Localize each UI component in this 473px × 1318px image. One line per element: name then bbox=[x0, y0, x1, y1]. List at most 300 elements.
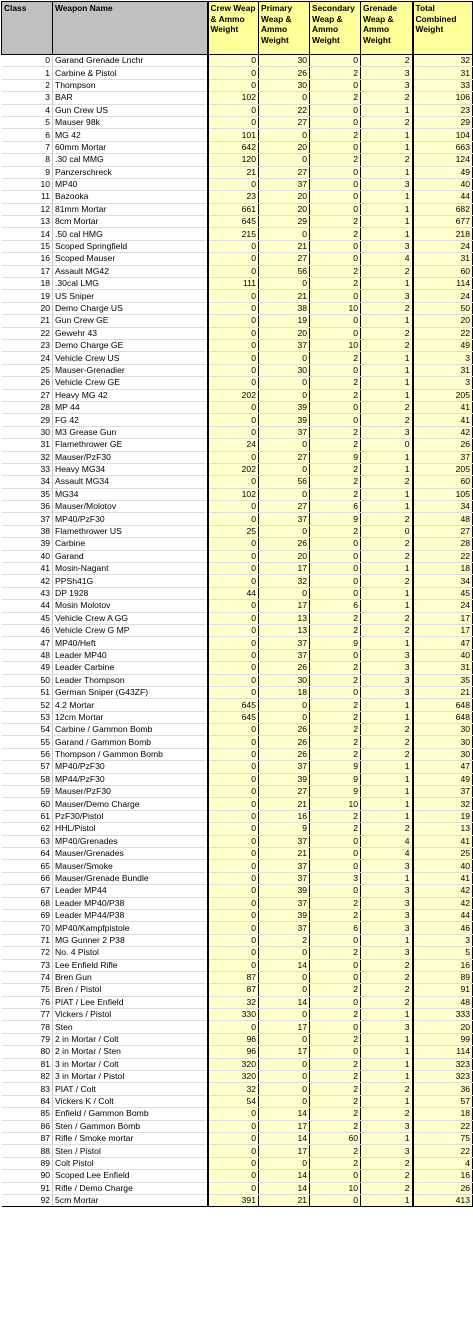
total-weight-cell[interactable]: 4 bbox=[413, 1157, 473, 1169]
crew-weight-cell[interactable]: 0 bbox=[208, 662, 259, 674]
primary-weight-cell[interactable]: 0 bbox=[259, 984, 310, 996]
secondary-weight-cell[interactable]: 9 bbox=[310, 786, 361, 798]
class-cell[interactable]: 68 bbox=[2, 897, 53, 909]
grenade-weight-cell[interactable]: 3 bbox=[361, 1021, 413, 1033]
weapon-name-cell[interactable]: MP44/PzF30 bbox=[53, 773, 208, 785]
grenade-weight-cell[interactable]: 3 bbox=[361, 649, 413, 661]
secondary-weight-cell[interactable]: 0 bbox=[310, 191, 361, 203]
weapon-name-cell[interactable]: Vehicle Crew US bbox=[53, 352, 208, 364]
secondary-weight-cell[interactable]: 2 bbox=[310, 724, 361, 736]
crew-weight-cell[interactable]: 645 bbox=[208, 699, 259, 711]
secondary-weight-cell[interactable]: 2 bbox=[310, 897, 361, 909]
crew-weight-cell[interactable]: 0 bbox=[208, 761, 259, 773]
grenade-weight-cell[interactable]: 4 bbox=[361, 848, 413, 860]
weapon-name-cell[interactable]: Gewehr 43 bbox=[53, 327, 208, 339]
primary-weight-cell[interactable]: 37 bbox=[259, 872, 310, 884]
class-cell[interactable]: 7 bbox=[2, 141, 53, 153]
primary-weight-cell[interactable]: 38 bbox=[259, 302, 310, 314]
crew-weight-cell[interactable]: 21 bbox=[208, 166, 259, 178]
total-weight-cell[interactable]: 3 bbox=[413, 352, 473, 364]
primary-weight-cell[interactable]: 32 bbox=[259, 575, 310, 587]
secondary-weight-cell[interactable]: 2 bbox=[310, 426, 361, 438]
class-cell[interactable]: 21 bbox=[2, 315, 53, 327]
class-cell[interactable]: 67 bbox=[2, 885, 53, 897]
primary-weight-cell[interactable]: 0 bbox=[259, 1033, 310, 1045]
total-weight-cell[interactable]: 22 bbox=[413, 550, 473, 562]
class-cell[interactable]: 3 bbox=[2, 92, 53, 104]
class-cell[interactable]: 32 bbox=[2, 451, 53, 463]
grenade-weight-cell[interactable]: 1 bbox=[361, 364, 413, 376]
primary-weight-cell[interactable]: 37 bbox=[259, 835, 310, 847]
total-weight-cell[interactable]: 5 bbox=[413, 947, 473, 959]
weapon-name-cell[interactable]: Mosin Molotov bbox=[53, 600, 208, 612]
grenade-weight-cell[interactable]: 1 bbox=[361, 315, 413, 327]
weapon-name-cell[interactable]: Gun Crew GE bbox=[53, 315, 208, 327]
class-cell[interactable]: 65 bbox=[2, 860, 53, 872]
grenade-weight-cell[interactable]: 2 bbox=[361, 575, 413, 587]
secondary-weight-cell[interactable]: 2 bbox=[310, 377, 361, 389]
grenade-weight-cell[interactable]: 0 bbox=[361, 439, 413, 451]
total-weight-cell[interactable]: 48 bbox=[413, 513, 473, 525]
primary-weight-cell[interactable]: 0 bbox=[259, 439, 310, 451]
weapon-name-cell[interactable]: Enfield / Gammon Bomb bbox=[53, 1108, 208, 1120]
crew-weight-cell[interactable]: 0 bbox=[208, 513, 259, 525]
primary-weight-cell[interactable]: 17 bbox=[259, 1145, 310, 1157]
primary-weight-cell[interactable]: 37 bbox=[259, 178, 310, 190]
weapon-name-cell[interactable]: Flamethrower US bbox=[53, 525, 208, 537]
total-weight-cell[interactable]: 45 bbox=[413, 587, 473, 599]
total-weight-cell[interactable]: 60 bbox=[413, 265, 473, 277]
total-weight-cell[interactable]: 60 bbox=[413, 476, 473, 488]
secondary-weight-cell[interactable]: 0 bbox=[310, 934, 361, 946]
weapon-name-cell[interactable]: Vehicle Crew G MP bbox=[53, 624, 208, 636]
grenade-weight-cell[interactable]: 2 bbox=[361, 339, 413, 351]
secondary-weight-cell[interactable]: 0 bbox=[310, 79, 361, 91]
total-weight-cell[interactable]: 46 bbox=[413, 922, 473, 934]
primary-weight-cell[interactable]: 37 bbox=[259, 761, 310, 773]
class-cell[interactable]: 64 bbox=[2, 848, 53, 860]
class-cell[interactable]: 81 bbox=[2, 1058, 53, 1070]
secondary-weight-cell[interactable]: 6 bbox=[310, 600, 361, 612]
crew-weight-cell[interactable]: 0 bbox=[208, 414, 259, 426]
weapon-name-cell[interactable]: Sten / Gammon Bomb bbox=[53, 1120, 208, 1132]
class-cell[interactable]: 1 bbox=[2, 67, 53, 79]
secondary-weight-cell[interactable]: 2 bbox=[310, 1071, 361, 1083]
primary-weight-cell[interactable]: 27 bbox=[259, 166, 310, 178]
grenade-weight-cell[interactable]: 2 bbox=[361, 823, 413, 835]
crew-weight-cell[interactable]: 0 bbox=[208, 922, 259, 934]
total-weight-cell[interactable]: 16 bbox=[413, 1170, 473, 1182]
crew-weight-cell[interactable]: 0 bbox=[208, 315, 259, 327]
class-cell[interactable]: 90 bbox=[2, 1170, 53, 1182]
crew-weight-cell[interactable]: 215 bbox=[208, 228, 259, 240]
crew-weight-cell[interactable]: 202 bbox=[208, 463, 259, 475]
grenade-weight-cell[interactable]: 2 bbox=[361, 984, 413, 996]
crew-weight-cell[interactable]: 44 bbox=[208, 587, 259, 599]
primary-weight-cell[interactable]: 26 bbox=[259, 736, 310, 748]
crew-weight-cell[interactable]: 23 bbox=[208, 191, 259, 203]
class-cell[interactable]: 25 bbox=[2, 364, 53, 376]
column-header-grenade-weight[interactable]: Grenade Weap & Ammo Weight bbox=[361, 2, 413, 55]
crew-weight-cell[interactable]: 0 bbox=[208, 401, 259, 413]
class-cell[interactable]: 87 bbox=[2, 1132, 53, 1144]
grenade-weight-cell[interactable]: 2 bbox=[361, 414, 413, 426]
total-weight-cell[interactable]: 22 bbox=[413, 1120, 473, 1132]
weapon-name-cell[interactable]: Heavy MG 42 bbox=[53, 389, 208, 401]
crew-weight-cell[interactable]: 0 bbox=[208, 1157, 259, 1169]
crew-weight-cell[interactable]: 645 bbox=[208, 711, 259, 723]
weapon-name-cell[interactable]: .30cal LMG bbox=[53, 278, 208, 290]
grenade-weight-cell[interactable]: 2 bbox=[361, 748, 413, 760]
total-weight-cell[interactable]: 36 bbox=[413, 1083, 473, 1095]
class-cell[interactable]: 9 bbox=[2, 166, 53, 178]
crew-weight-cell[interactable]: 0 bbox=[208, 377, 259, 389]
grenade-weight-cell[interactable]: 1 bbox=[361, 278, 413, 290]
crew-weight-cell[interactable]: 0 bbox=[208, 116, 259, 128]
weapon-name-cell[interactable]: FG 42 bbox=[53, 414, 208, 426]
crew-weight-cell[interactable]: 111 bbox=[208, 278, 259, 290]
class-cell[interactable]: 24 bbox=[2, 352, 53, 364]
class-cell[interactable]: 60 bbox=[2, 798, 53, 810]
primary-weight-cell[interactable]: 26 bbox=[259, 67, 310, 79]
class-cell[interactable]: 92 bbox=[2, 1194, 53, 1206]
secondary-weight-cell[interactable]: 2 bbox=[310, 67, 361, 79]
grenade-weight-cell[interactable]: 2 bbox=[361, 724, 413, 736]
grenade-weight-cell[interactable]: 1 bbox=[361, 587, 413, 599]
grenade-weight-cell[interactable]: 1 bbox=[361, 798, 413, 810]
crew-weight-cell[interactable]: 0 bbox=[208, 538, 259, 550]
crew-weight-cell[interactable]: 0 bbox=[208, 1170, 259, 1182]
crew-weight-cell[interactable]: 0 bbox=[208, 748, 259, 760]
primary-weight-cell[interactable]: 17 bbox=[259, 600, 310, 612]
class-cell[interactable]: 75 bbox=[2, 984, 53, 996]
weapon-name-cell[interactable]: Scoped Springfield bbox=[53, 240, 208, 252]
crew-weight-cell[interactable]: 0 bbox=[208, 55, 259, 67]
total-weight-cell[interactable]: 41 bbox=[413, 835, 473, 847]
primary-weight-cell[interactable]: 0 bbox=[259, 1009, 310, 1021]
grenade-weight-cell[interactable]: 1 bbox=[361, 203, 413, 215]
total-weight-cell[interactable]: 30 bbox=[413, 748, 473, 760]
weapon-name-cell[interactable]: MP40/Kampfpistole bbox=[53, 922, 208, 934]
weapon-name-cell[interactable]: Heavy MG34 bbox=[53, 463, 208, 475]
secondary-weight-cell[interactable]: 6 bbox=[310, 501, 361, 513]
class-cell[interactable]: 53 bbox=[2, 711, 53, 723]
crew-weight-cell[interactable]: 0 bbox=[208, 327, 259, 339]
crew-weight-cell[interactable]: 0 bbox=[208, 1108, 259, 1120]
weapon-name-cell[interactable]: No. 4 Pistol bbox=[53, 947, 208, 959]
crew-weight-cell[interactable]: 0 bbox=[208, 1021, 259, 1033]
primary-weight-cell[interactable]: 14 bbox=[259, 959, 310, 971]
class-cell[interactable]: 48 bbox=[2, 649, 53, 661]
secondary-weight-cell[interactable]: 2 bbox=[310, 1009, 361, 1021]
grenade-weight-cell[interactable]: 1 bbox=[361, 501, 413, 513]
weapon-name-cell[interactable]: US Sniper bbox=[53, 290, 208, 302]
total-weight-cell[interactable]: 31 bbox=[413, 662, 473, 674]
grenade-weight-cell[interactable]: 2 bbox=[361, 265, 413, 277]
weapon-name-cell[interactable]: BAR bbox=[53, 92, 208, 104]
total-weight-cell[interactable]: 42 bbox=[413, 426, 473, 438]
crew-weight-cell[interactable]: 101 bbox=[208, 129, 259, 141]
grenade-weight-cell[interactable]: 1 bbox=[361, 191, 413, 203]
total-weight-cell[interactable]: 24 bbox=[413, 240, 473, 252]
primary-weight-cell[interactable]: 0 bbox=[259, 129, 310, 141]
total-weight-cell[interactable]: 677 bbox=[413, 216, 473, 228]
crew-weight-cell[interactable]: 0 bbox=[208, 339, 259, 351]
class-cell[interactable]: 66 bbox=[2, 872, 53, 884]
total-weight-cell[interactable]: 91 bbox=[413, 984, 473, 996]
total-weight-cell[interactable]: 24 bbox=[413, 290, 473, 302]
total-weight-cell[interactable]: 99 bbox=[413, 1033, 473, 1045]
weapon-name-cell[interactable]: MG Gunner 2 P38 bbox=[53, 934, 208, 946]
crew-weight-cell[interactable]: 24 bbox=[208, 439, 259, 451]
primary-weight-cell[interactable]: 14 bbox=[259, 996, 310, 1008]
weapon-name-cell[interactable]: Bazooka bbox=[53, 191, 208, 203]
class-cell[interactable]: 33 bbox=[2, 463, 53, 475]
weapon-name-cell[interactable]: Carbine & Pistol bbox=[53, 67, 208, 79]
total-weight-cell[interactable]: 33 bbox=[413, 79, 473, 91]
crew-weight-cell[interactable]: 0 bbox=[208, 835, 259, 847]
grenade-weight-cell[interactable]: 1 bbox=[361, 563, 413, 575]
primary-weight-cell[interactable]: 0 bbox=[259, 1071, 310, 1083]
secondary-weight-cell[interactable]: 10 bbox=[310, 302, 361, 314]
weapon-name-cell[interactable]: Demo Charge US bbox=[53, 302, 208, 314]
secondary-weight-cell[interactable]: 0 bbox=[310, 166, 361, 178]
grenade-weight-cell[interactable]: 3 bbox=[361, 897, 413, 909]
crew-weight-cell[interactable]: 96 bbox=[208, 1046, 259, 1058]
weapon-name-cell[interactable]: MG 42 bbox=[53, 129, 208, 141]
grenade-weight-cell[interactable]: 1 bbox=[361, 1095, 413, 1107]
primary-weight-cell[interactable]: 39 bbox=[259, 909, 310, 921]
crew-weight-cell[interactable]: 120 bbox=[208, 154, 259, 166]
primary-weight-cell[interactable]: 16 bbox=[259, 810, 310, 822]
class-cell[interactable]: 58 bbox=[2, 773, 53, 785]
primary-weight-cell[interactable]: 22 bbox=[259, 104, 310, 116]
primary-weight-cell[interactable]: 0 bbox=[259, 587, 310, 599]
total-weight-cell[interactable]: 413 bbox=[413, 1194, 473, 1206]
crew-weight-cell[interactable]: 0 bbox=[208, 253, 259, 265]
primary-weight-cell[interactable]: 27 bbox=[259, 253, 310, 265]
class-cell[interactable]: 82 bbox=[2, 1071, 53, 1083]
grenade-weight-cell[interactable]: 1 bbox=[361, 1058, 413, 1070]
primary-weight-cell[interactable]: 0 bbox=[259, 971, 310, 983]
class-cell[interactable]: 35 bbox=[2, 488, 53, 500]
class-cell[interactable]: 19 bbox=[2, 290, 53, 302]
weapon-name-cell[interactable]: Bren Gun bbox=[53, 971, 208, 983]
weapon-name-cell[interactable]: 8cm Mortar bbox=[53, 216, 208, 228]
primary-weight-cell[interactable]: 20 bbox=[259, 327, 310, 339]
grenade-weight-cell[interactable]: 1 bbox=[361, 761, 413, 773]
primary-weight-cell[interactable]: 56 bbox=[259, 476, 310, 488]
primary-weight-cell[interactable]: 37 bbox=[259, 426, 310, 438]
grenade-weight-cell[interactable]: 1 bbox=[361, 872, 413, 884]
weapon-name-cell[interactable]: 60mm Mortar bbox=[53, 141, 208, 153]
weapon-name-cell[interactable]: Vehicle Crew A GG bbox=[53, 612, 208, 624]
total-weight-cell[interactable]: 26 bbox=[413, 439, 473, 451]
crew-weight-cell[interactable]: 87 bbox=[208, 984, 259, 996]
total-weight-cell[interactable]: 47 bbox=[413, 637, 473, 649]
weapon-name-cell[interactable]: Gun Crew US bbox=[53, 104, 208, 116]
grenade-weight-cell[interactable]: 4 bbox=[361, 253, 413, 265]
secondary-weight-cell[interactable]: 0 bbox=[310, 550, 361, 562]
grenade-weight-cell[interactable]: 2 bbox=[361, 1182, 413, 1194]
crew-weight-cell[interactable]: 0 bbox=[208, 773, 259, 785]
total-weight-cell[interactable]: 89 bbox=[413, 971, 473, 983]
primary-weight-cell[interactable]: 19 bbox=[259, 315, 310, 327]
weapon-name-cell[interactable]: Mauser 98k bbox=[53, 116, 208, 128]
grenade-weight-cell[interactable]: 3 bbox=[361, 290, 413, 302]
class-cell[interactable]: 88 bbox=[2, 1145, 53, 1157]
primary-weight-cell[interactable]: 37 bbox=[259, 513, 310, 525]
crew-weight-cell[interactable]: 0 bbox=[208, 1145, 259, 1157]
weapon-name-cell[interactable]: Scoped Mauser bbox=[53, 253, 208, 265]
weapon-name-cell[interactable]: DP 1928 bbox=[53, 587, 208, 599]
weapon-name-cell[interactable]: PPSh41G bbox=[53, 575, 208, 587]
primary-weight-cell[interactable]: 39 bbox=[259, 401, 310, 413]
secondary-weight-cell[interactable]: 2 bbox=[310, 947, 361, 959]
total-weight-cell[interactable]: 17 bbox=[413, 624, 473, 636]
class-cell[interactable]: 73 bbox=[2, 959, 53, 971]
secondary-weight-cell[interactable]: 0 bbox=[310, 1046, 361, 1058]
primary-weight-cell[interactable]: 0 bbox=[259, 154, 310, 166]
secondary-weight-cell[interactable]: 0 bbox=[310, 253, 361, 265]
weapon-name-cell[interactable]: 2 in Mortar / Colt bbox=[53, 1033, 208, 1045]
total-weight-cell[interactable]: 40 bbox=[413, 649, 473, 661]
class-cell[interactable]: 0 bbox=[2, 55, 53, 67]
class-cell[interactable]: 26 bbox=[2, 377, 53, 389]
weapon-name-cell[interactable]: 3 in Mortar / Pistol bbox=[53, 1071, 208, 1083]
class-cell[interactable]: 45 bbox=[2, 612, 53, 624]
secondary-weight-cell[interactable]: 0 bbox=[310, 414, 361, 426]
total-weight-cell[interactable]: 20 bbox=[413, 1021, 473, 1033]
total-weight-cell[interactable]: 41 bbox=[413, 401, 473, 413]
weapon-name-cell[interactable]: MP40 bbox=[53, 178, 208, 190]
grenade-weight-cell[interactable]: 3 bbox=[361, 947, 413, 959]
primary-weight-cell[interactable]: 20 bbox=[259, 550, 310, 562]
grenade-weight-cell[interactable]: 1 bbox=[361, 637, 413, 649]
secondary-weight-cell[interactable]: 0 bbox=[310, 971, 361, 983]
column-header-weapon-name[interactable]: Weapon Name bbox=[53, 2, 208, 55]
total-weight-cell[interactable]: 34 bbox=[413, 501, 473, 513]
secondary-weight-cell[interactable]: 2 bbox=[310, 1083, 361, 1095]
grenade-weight-cell[interactable]: 2 bbox=[361, 302, 413, 314]
grenade-weight-cell[interactable]: 3 bbox=[361, 662, 413, 674]
primary-weight-cell[interactable]: 20 bbox=[259, 203, 310, 215]
grenade-weight-cell[interactable]: 2 bbox=[361, 401, 413, 413]
total-weight-cell[interactable]: 44 bbox=[413, 191, 473, 203]
grenade-weight-cell[interactable]: 1 bbox=[361, 1033, 413, 1045]
weapon-name-cell[interactable]: German Sniper (G43ZF) bbox=[53, 686, 208, 698]
total-weight-cell[interactable]: 30 bbox=[413, 724, 473, 736]
total-weight-cell[interactable]: 44 bbox=[413, 909, 473, 921]
total-weight-cell[interactable]: 13 bbox=[413, 823, 473, 835]
crew-weight-cell[interactable]: 25 bbox=[208, 525, 259, 537]
weapon-name-cell[interactable]: MP40/Grenades bbox=[53, 835, 208, 847]
grenade-weight-cell[interactable]: 2 bbox=[361, 327, 413, 339]
crew-weight-cell[interactable]: 0 bbox=[208, 575, 259, 587]
secondary-weight-cell[interactable]: 2 bbox=[310, 699, 361, 711]
grenade-weight-cell[interactable]: 2 bbox=[361, 116, 413, 128]
total-weight-cell[interactable]: 3 bbox=[413, 377, 473, 389]
secondary-weight-cell[interactable]: 2 bbox=[310, 488, 361, 500]
total-weight-cell[interactable]: 31 bbox=[413, 67, 473, 79]
primary-weight-cell[interactable]: 30 bbox=[259, 79, 310, 91]
grenade-weight-cell[interactable]: 1 bbox=[361, 228, 413, 240]
grenade-weight-cell[interactable]: 2 bbox=[361, 538, 413, 550]
primary-weight-cell[interactable]: 14 bbox=[259, 1132, 310, 1144]
class-cell[interactable]: 36 bbox=[2, 501, 53, 513]
total-weight-cell[interactable]: 25 bbox=[413, 848, 473, 860]
crew-weight-cell[interactable]: 320 bbox=[208, 1058, 259, 1070]
class-cell[interactable]: 70 bbox=[2, 922, 53, 934]
weapon-name-cell[interactable]: Vehicle Crew GE bbox=[53, 377, 208, 389]
total-weight-cell[interactable]: 20 bbox=[413, 315, 473, 327]
total-weight-cell[interactable]: 21 bbox=[413, 686, 473, 698]
class-cell[interactable]: 12 bbox=[2, 203, 53, 215]
crew-weight-cell[interactable]: 102 bbox=[208, 488, 259, 500]
secondary-weight-cell[interactable]: 2 bbox=[310, 624, 361, 636]
primary-weight-cell[interactable]: 27 bbox=[259, 451, 310, 463]
weapon-name-cell[interactable]: 4.2 Mortar bbox=[53, 699, 208, 711]
weapon-name-cell[interactable]: Mauser-Grenadier bbox=[53, 364, 208, 376]
class-cell[interactable]: 79 bbox=[2, 1033, 53, 1045]
crew-weight-cell[interactable]: 320 bbox=[208, 1071, 259, 1083]
weapon-name-cell[interactable]: Bren / Pistol bbox=[53, 984, 208, 996]
secondary-weight-cell[interactable]: 2 bbox=[310, 92, 361, 104]
secondary-weight-cell[interactable]: 0 bbox=[310, 848, 361, 860]
primary-weight-cell[interactable]: 29 bbox=[259, 216, 310, 228]
primary-weight-cell[interactable]: 0 bbox=[259, 463, 310, 475]
secondary-weight-cell[interactable]: 0 bbox=[310, 649, 361, 661]
crew-weight-cell[interactable]: 96 bbox=[208, 1033, 259, 1045]
grenade-weight-cell[interactable]: 1 bbox=[361, 786, 413, 798]
secondary-weight-cell[interactable]: 2 bbox=[310, 748, 361, 760]
total-weight-cell[interactable]: 27 bbox=[413, 525, 473, 537]
secondary-weight-cell[interactable]: 2 bbox=[310, 1157, 361, 1169]
class-cell[interactable]: 30 bbox=[2, 426, 53, 438]
crew-weight-cell[interactable]: 0 bbox=[208, 178, 259, 190]
secondary-weight-cell[interactable]: 0 bbox=[310, 587, 361, 599]
secondary-weight-cell[interactable]: 0 bbox=[310, 178, 361, 190]
class-cell[interactable]: 20 bbox=[2, 302, 53, 314]
crew-weight-cell[interactable]: 0 bbox=[208, 600, 259, 612]
secondary-weight-cell[interactable]: 9 bbox=[310, 513, 361, 525]
crew-weight-cell[interactable]: 0 bbox=[208, 848, 259, 860]
grenade-weight-cell[interactable]: 1 bbox=[361, 934, 413, 946]
weapon-name-cell[interactable]: Carbine bbox=[53, 538, 208, 550]
weapon-name-cell[interactable]: Garand bbox=[53, 550, 208, 562]
class-cell[interactable]: 57 bbox=[2, 761, 53, 773]
grenade-weight-cell[interactable]: 3 bbox=[361, 240, 413, 252]
weapon-name-cell[interactable]: Leader Carbine bbox=[53, 662, 208, 674]
total-weight-cell[interactable]: 106 bbox=[413, 92, 473, 104]
total-weight-cell[interactable]: 48 bbox=[413, 996, 473, 1008]
crew-weight-cell[interactable]: 0 bbox=[208, 352, 259, 364]
class-cell[interactable]: 50 bbox=[2, 674, 53, 686]
weapon-name-cell[interactable]: Mauser/Grenades bbox=[53, 848, 208, 860]
grenade-weight-cell[interactable]: 3 bbox=[361, 67, 413, 79]
total-weight-cell[interactable]: 19 bbox=[413, 810, 473, 822]
class-cell[interactable]: 44 bbox=[2, 600, 53, 612]
grenade-weight-cell[interactable]: 1 bbox=[361, 810, 413, 822]
grenade-weight-cell[interactable]: 3 bbox=[361, 885, 413, 897]
total-weight-cell[interactable]: 37 bbox=[413, 451, 473, 463]
total-weight-cell[interactable]: 31 bbox=[413, 364, 473, 376]
secondary-weight-cell[interactable]: 2 bbox=[310, 823, 361, 835]
secondary-weight-cell[interactable]: 0 bbox=[310, 959, 361, 971]
primary-weight-cell[interactable]: 27 bbox=[259, 501, 310, 513]
total-weight-cell[interactable]: 40 bbox=[413, 860, 473, 872]
total-weight-cell[interactable]: 218 bbox=[413, 228, 473, 240]
